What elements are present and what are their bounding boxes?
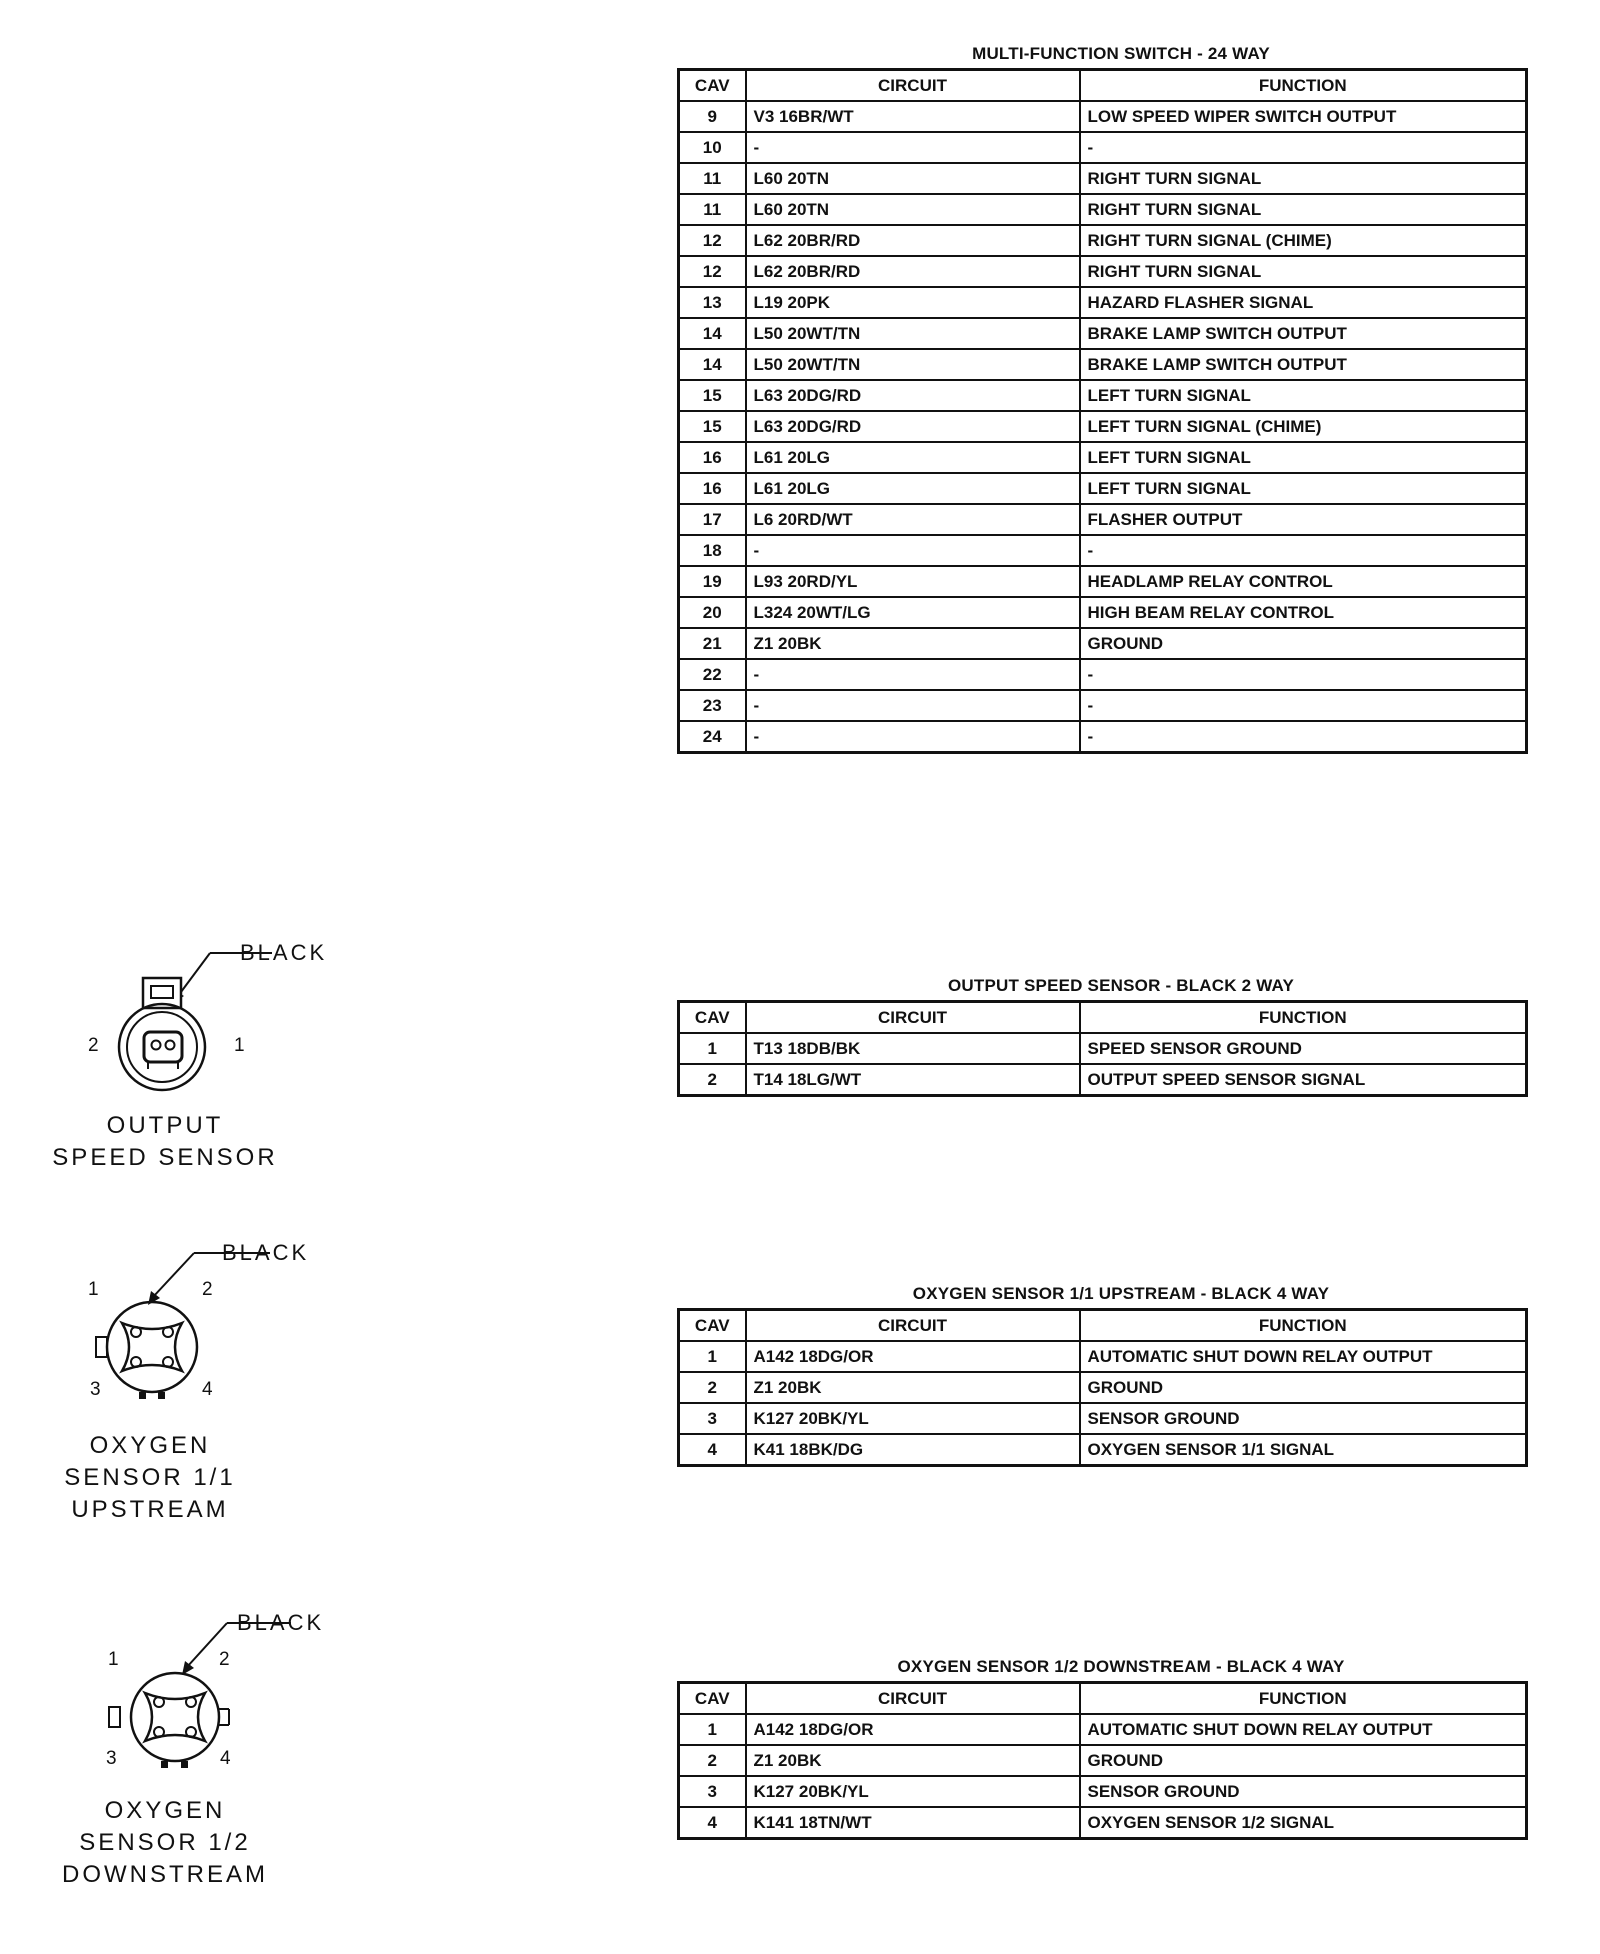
function-cell: OXYGEN SENSOR 1/2 SIGNAL bbox=[1080, 1807, 1527, 1839]
caption-line: SPEED SENSOR bbox=[52, 1144, 278, 1171]
circuit-cell: K141 18TN/WT bbox=[746, 1807, 1080, 1839]
pinout-table bbox=[677, 1308, 1528, 1467]
cav-cell: 21 bbox=[679, 628, 746, 659]
cav-cell: 18 bbox=[679, 535, 746, 566]
circuit-cell: Z1 20BK bbox=[746, 628, 1080, 659]
cav-cell: 15 bbox=[679, 411, 746, 442]
pin-label: 2 bbox=[219, 1649, 230, 1670]
oxygen-sensor-downstream-connector bbox=[65, 1605, 325, 1775]
cav-header: CAV bbox=[679, 1683, 746, 1715]
cav-cell: 12 bbox=[679, 225, 746, 256]
caption-line: OUTPUT bbox=[106, 1112, 224, 1139]
cav-cell: 19 bbox=[679, 566, 746, 597]
circuit-cell: L62 20BR/RD bbox=[746, 225, 1080, 256]
table-row bbox=[679, 721, 1527, 753]
cav-cell: 16 bbox=[679, 473, 746, 504]
function-cell: GROUND bbox=[1080, 1745, 1527, 1776]
output-speed-sensor-table-block bbox=[677, 976, 1525, 1097]
circuit-cell: K127 20BK/YL bbox=[746, 1776, 1080, 1807]
cav-header: CAV bbox=[679, 1002, 746, 1034]
circuit-header: CIRCUIT bbox=[746, 1002, 1080, 1034]
circuit-cell: - bbox=[746, 535, 1080, 566]
caption-line: OXYGEN bbox=[104, 1797, 226, 1824]
cav-cell: 14 bbox=[679, 318, 746, 349]
oxygen-sensor-downstream-table-block bbox=[677, 1657, 1525, 1840]
table-row bbox=[679, 1033, 1527, 1064]
table-header-row bbox=[679, 1002, 1527, 1034]
circuit-cell: L93 20RD/YL bbox=[746, 566, 1080, 597]
circuit-header: CIRCUIT bbox=[746, 1310, 1080, 1342]
cav-cell: 4 bbox=[679, 1434, 746, 1466]
table-row bbox=[679, 597, 1527, 628]
table-row bbox=[679, 256, 1527, 287]
table-title: OXYGEN SENSOR 1/1 UPSTREAM - BLACK 4 WAY bbox=[912, 1284, 1330, 1303]
cav-cell: 9 bbox=[679, 101, 746, 132]
caption-line: SENSOR 1/1 bbox=[64, 1464, 236, 1491]
cav-cell: 22 bbox=[679, 659, 746, 690]
circuit-cell: L60 20TN bbox=[746, 194, 1080, 225]
table-row bbox=[679, 535, 1527, 566]
table-row bbox=[679, 1403, 1527, 1434]
function-cell: HIGH BEAM RELAY CONTROL bbox=[1080, 597, 1527, 628]
circuit-cell: - bbox=[746, 721, 1080, 753]
table-row bbox=[679, 101, 1527, 132]
table-row bbox=[679, 411, 1527, 442]
cav-header: CAV bbox=[679, 70, 746, 102]
cav-cell: 1 bbox=[679, 1033, 746, 1064]
pinout-table bbox=[677, 68, 1528, 754]
cav-cell: 1 bbox=[679, 1341, 746, 1372]
function-cell: SPEED SENSOR GROUND bbox=[1080, 1033, 1527, 1064]
circuit-cell: T14 18LG/WT bbox=[746, 1064, 1080, 1096]
function-cell: LOW SPEED WIPER SWITCH OUTPUT bbox=[1080, 101, 1527, 132]
cav-cell: 10 bbox=[679, 132, 746, 163]
function-cell: LEFT TURN SIGNAL (CHIME) bbox=[1080, 411, 1527, 442]
circuit-cell: L61 20LG bbox=[746, 442, 1080, 473]
cav-cell: 14 bbox=[679, 349, 746, 380]
cav-cell: 13 bbox=[679, 287, 746, 318]
function-cell: FLASHER OUTPUT bbox=[1080, 504, 1527, 535]
circuit-cell: A142 18DG/OR bbox=[746, 1714, 1080, 1745]
pin-label: 3 bbox=[90, 1379, 101, 1400]
output-speed-sensor-caption bbox=[40, 1110, 290, 1174]
table-row bbox=[679, 1745, 1527, 1776]
cav-cell: 11 bbox=[679, 194, 746, 225]
table-row bbox=[679, 566, 1527, 597]
pin-label: 2 bbox=[88, 1035, 99, 1056]
function-cell: - bbox=[1080, 132, 1527, 163]
function-cell: BRAKE LAMP SWITCH OUTPUT bbox=[1080, 349, 1527, 380]
function-cell: HAZARD FLASHER SIGNAL bbox=[1080, 287, 1527, 318]
circuit-cell: V3 16BR/WT bbox=[746, 101, 1080, 132]
circuit-cell: Z1 20BK bbox=[746, 1745, 1080, 1776]
circuit-cell: L50 20WT/TN bbox=[746, 349, 1080, 380]
circuit-cell: L62 20BR/RD bbox=[746, 256, 1080, 287]
table-row bbox=[679, 349, 1527, 380]
circuit-cell: T13 18DB/BK bbox=[746, 1033, 1080, 1064]
pinout-table bbox=[677, 1000, 1528, 1097]
function-cell: GROUND bbox=[1080, 1372, 1527, 1403]
cav-cell: 15 bbox=[679, 380, 746, 411]
function-cell: LEFT TURN SIGNAL bbox=[1080, 380, 1527, 411]
table-row bbox=[679, 287, 1527, 318]
table-row bbox=[679, 690, 1527, 721]
circuit-cell: L50 20WT/TN bbox=[746, 318, 1080, 349]
cav-cell: 16 bbox=[679, 442, 746, 473]
function-cell: HEADLAMP RELAY CONTROL bbox=[1080, 566, 1527, 597]
table-title: OXYGEN SENSOR 1/2 DOWNSTREAM - BLACK 4 WAY bbox=[897, 1657, 1345, 1676]
table-header-row bbox=[679, 1310, 1527, 1342]
connector-color-label: BLACK bbox=[237, 1610, 325, 1635]
pin-label: 3 bbox=[106, 1748, 117, 1769]
function-header: FUNCTION bbox=[1080, 1310, 1527, 1342]
multi-function-switch-table-block bbox=[677, 44, 1525, 754]
table-row bbox=[679, 1807, 1527, 1839]
function-header: FUNCTION bbox=[1080, 1002, 1527, 1034]
cav-cell: 1 bbox=[679, 1714, 746, 1745]
circuit-cell: L60 20TN bbox=[746, 163, 1080, 194]
oxygen-sensor-downstream-caption bbox=[55, 1795, 275, 1891]
function-header: FUNCTION bbox=[1080, 1683, 1527, 1715]
table-header-row bbox=[679, 1683, 1527, 1715]
table-row bbox=[679, 659, 1527, 690]
table-row bbox=[679, 1064, 1527, 1096]
circuit-cell: L6 20RD/WT bbox=[746, 504, 1080, 535]
cav-cell: 20 bbox=[679, 597, 746, 628]
pin-label: 1 bbox=[108, 1649, 119, 1670]
cav-cell: 11 bbox=[679, 163, 746, 194]
pin-label: 2 bbox=[202, 1279, 213, 1300]
pinout-table bbox=[677, 1681, 1528, 1840]
table-header-row bbox=[679, 70, 1527, 102]
circuit-cell: - bbox=[746, 132, 1080, 163]
function-cell: AUTOMATIC SHUT DOWN RELAY OUTPUT bbox=[1080, 1341, 1527, 1372]
function-cell: OXYGEN SENSOR 1/1 SIGNAL bbox=[1080, 1434, 1527, 1466]
table-row bbox=[679, 194, 1527, 225]
function-cell: AUTOMATIC SHUT DOWN RELAY OUTPUT bbox=[1080, 1714, 1527, 1745]
cav-cell: 2 bbox=[679, 1745, 746, 1776]
connector-color-label: BLACK bbox=[240, 940, 328, 965]
function-cell: RIGHT TURN SIGNAL bbox=[1080, 163, 1527, 194]
function-cell: RIGHT TURN SIGNAL bbox=[1080, 256, 1527, 287]
table-row bbox=[679, 1372, 1527, 1403]
function-cell: - bbox=[1080, 659, 1527, 690]
circuit-header: CIRCUIT bbox=[746, 1683, 1080, 1715]
table-row bbox=[679, 442, 1527, 473]
oxygen-sensor-upstream-connector bbox=[60, 1235, 320, 1405]
function-header: FUNCTION bbox=[1080, 70, 1527, 102]
cav-cell: 3 bbox=[679, 1776, 746, 1807]
function-cell: RIGHT TURN SIGNAL bbox=[1080, 194, 1527, 225]
function-cell: LEFT TURN SIGNAL bbox=[1080, 473, 1527, 504]
table-row bbox=[679, 1341, 1527, 1372]
table-row bbox=[679, 225, 1527, 256]
function-cell: - bbox=[1080, 721, 1527, 753]
function-cell: LEFT TURN SIGNAL bbox=[1080, 442, 1527, 473]
function-cell: OUTPUT SPEED SENSOR SIGNAL bbox=[1080, 1064, 1527, 1096]
pin-label: 1 bbox=[234, 1035, 245, 1056]
table-title: MULTI-FUNCTION SWITCH - 24 WAY bbox=[972, 44, 1270, 63]
cav-header: CAV bbox=[679, 1310, 746, 1342]
circuit-cell: K41 18BK/DG bbox=[746, 1434, 1080, 1466]
circuit-cell: L63 20DG/RD bbox=[746, 380, 1080, 411]
function-cell: RIGHT TURN SIGNAL (CHIME) bbox=[1080, 225, 1527, 256]
circuit-header: CIRCUIT bbox=[746, 70, 1080, 102]
circuit-cell: L324 20WT/LG bbox=[746, 597, 1080, 628]
function-cell: SENSOR GROUND bbox=[1080, 1403, 1527, 1434]
cav-cell: 12 bbox=[679, 256, 746, 287]
table-row bbox=[679, 318, 1527, 349]
circuit-cell: K127 20BK/YL bbox=[746, 1403, 1080, 1434]
cav-cell: 3 bbox=[679, 1403, 746, 1434]
pin-label: 4 bbox=[202, 1379, 213, 1400]
table-row bbox=[679, 132, 1527, 163]
cav-cell: 24 bbox=[679, 721, 746, 753]
caption-line: DOWNSTREAM bbox=[62, 1861, 268, 1888]
cav-cell: 23 bbox=[679, 690, 746, 721]
table-row bbox=[679, 628, 1527, 659]
function-cell: SENSOR GROUND bbox=[1080, 1776, 1527, 1807]
cav-cell: 4 bbox=[679, 1807, 746, 1839]
circuit-cell: - bbox=[746, 659, 1080, 690]
table-row bbox=[679, 1714, 1527, 1745]
pin-label: 1 bbox=[88, 1279, 99, 1300]
oxygen-sensor-upstream-caption bbox=[40, 1430, 260, 1526]
caption-line: OXYGEN bbox=[89, 1432, 211, 1459]
cav-cell: 17 bbox=[679, 504, 746, 535]
caption-line: SENSOR 1/2 bbox=[79, 1829, 251, 1856]
table-row bbox=[679, 380, 1527, 411]
cav-cell: 2 bbox=[679, 1372, 746, 1403]
pin-label: 4 bbox=[220, 1748, 231, 1769]
function-cell: GROUND bbox=[1080, 628, 1527, 659]
circuit-cell: - bbox=[746, 690, 1080, 721]
circuit-cell: L19 20PK bbox=[746, 287, 1080, 318]
circuit-cell: L63 20DG/RD bbox=[746, 411, 1080, 442]
table-row bbox=[679, 473, 1527, 504]
function-cell: - bbox=[1080, 690, 1527, 721]
circuit-cell: A142 18DG/OR bbox=[746, 1341, 1080, 1372]
cav-cell: 2 bbox=[679, 1064, 746, 1096]
connector-color-label: BLACK bbox=[222, 1240, 310, 1265]
table-row bbox=[679, 163, 1527, 194]
circuit-cell: Z1 20BK bbox=[746, 1372, 1080, 1403]
table-row bbox=[679, 1434, 1527, 1466]
function-cell: BRAKE LAMP SWITCH OUTPUT bbox=[1080, 318, 1527, 349]
table-title: OUTPUT SPEED SENSOR - BLACK 2 WAY bbox=[947, 976, 1295, 995]
table-row bbox=[679, 504, 1527, 535]
oxygen-sensor-upstream-table-block bbox=[677, 1284, 1525, 1467]
caption-line: UPSTREAM bbox=[71, 1496, 229, 1523]
table-row bbox=[679, 1776, 1527, 1807]
circuit-cell: L61 20LG bbox=[746, 473, 1080, 504]
function-cell: - bbox=[1080, 535, 1527, 566]
